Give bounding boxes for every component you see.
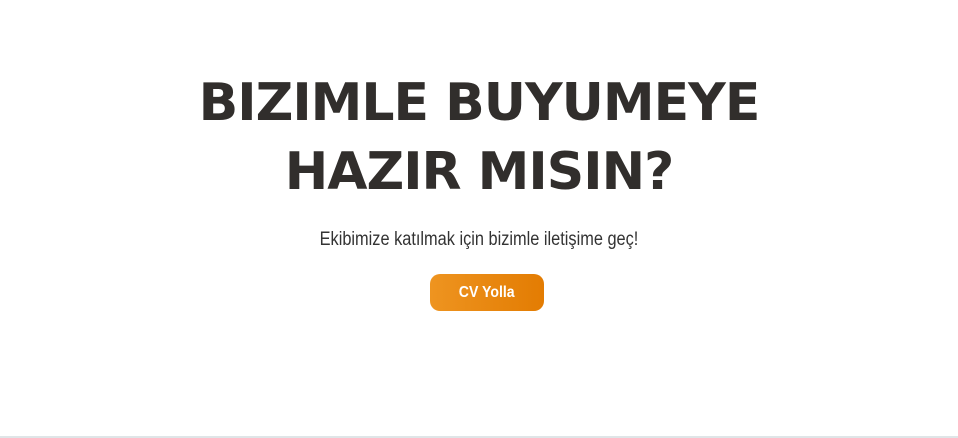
headline-line-1: BIZIMLE BUYUMEYE	[198, 73, 760, 133]
subtitle: Ekibimize katılmak için bizimle iletişime geç!	[319, 229, 639, 250]
send-cv-button[interactable]	[430, 274, 544, 311]
send-cv-button-label: CV Yolla	[459, 283, 515, 301]
headline-line-2: HAZIR MISIN?	[284, 142, 674, 202]
